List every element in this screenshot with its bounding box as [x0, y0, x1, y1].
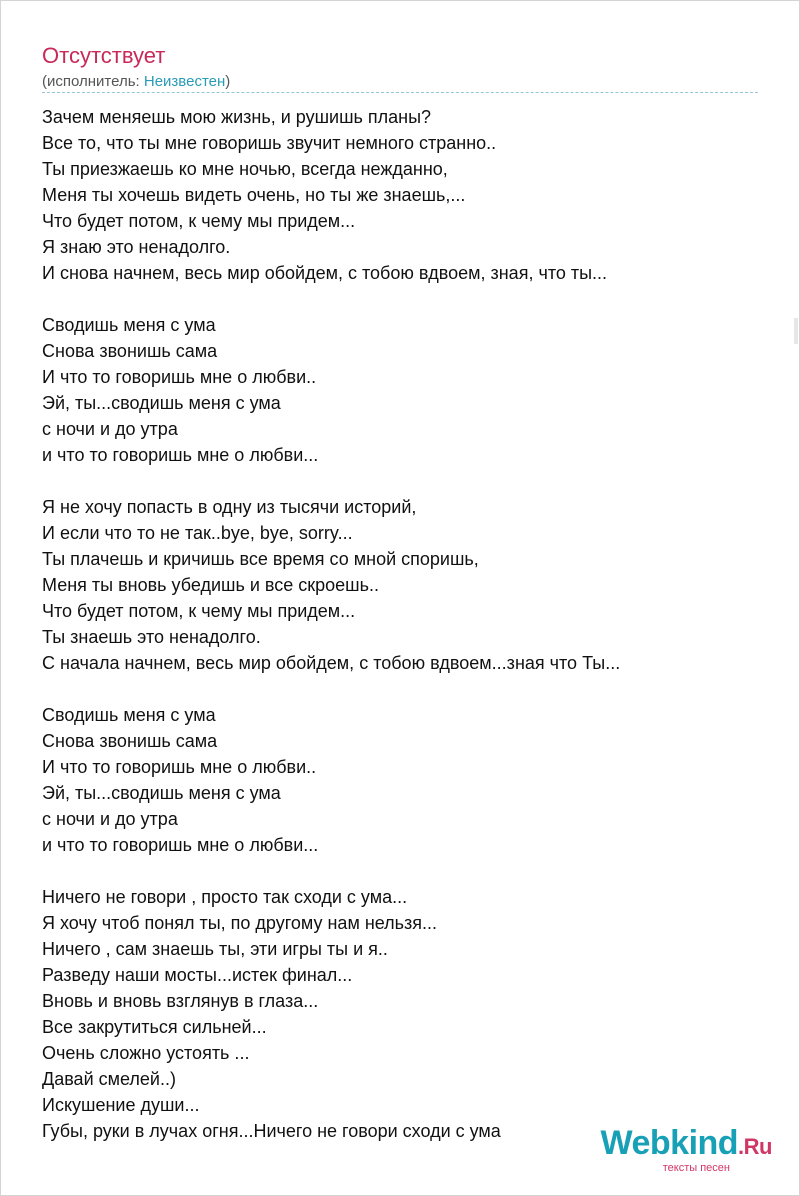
byline-prefix: (исполнитель: [42, 73, 144, 90]
lyric-line: Я знаю это ненадолго. [42, 237, 231, 257]
lyric-line: Зачем меняешь мою жизнь, и рушишь планы? [42, 107, 432, 127]
stanza-break [42, 468, 762, 494]
lyric-line: Что будет потом, к чему мы придем... [42, 211, 356, 231]
lyric-line: Что будет потом, к чему мы придем... [42, 601, 356, 621]
lyric-line: Ничего , сам знаешь ты, эти игры ты и я.. [42, 939, 388, 959]
lyric-line: Меня ты хочешь видеть очень, но ты же знаешь,... [42, 185, 466, 205]
lyric-line: Все закрутиться сильней... [42, 1017, 267, 1037]
lyric-line: и что то говоришь мне о любви... [42, 835, 319, 855]
lyric-line: Сводишь меня с ума [42, 315, 216, 335]
lyric-line: И что то говоришь мне о любви.. [42, 367, 317, 387]
song-title: Отсутствует [42, 43, 166, 68]
lyric-line: Снова звонишь сама [42, 731, 218, 751]
lyric-line: Эй, ты...сводишь меня с ума [42, 393, 281, 413]
lyric-line: Ничего не говори , просто так сходи с ума... [42, 887, 408, 907]
lyric-line: Очень сложно устоять ... [42, 1043, 250, 1063]
lyric-line: Ты приезжаешь ко мне ночью, всегда нежданно, [42, 159, 448, 179]
lyric-line: Сводишь меня с ума [42, 705, 216, 725]
lyric-line: Губы, руки в лучах огня...Ничего не говори сходи с ума [42, 1121, 501, 1141]
stanza-break [42, 286, 762, 312]
lyrics-text [42, 104, 762, 1144]
stanza-break [42, 858, 762, 884]
artist-link[interactable]: Неизвестен [143, 73, 226, 90]
lyric-line: и что то говоришь мне о любви... [42, 445, 319, 465]
lyric-line: И снова начнем, весь мир обойдем, с тобою вдвоем, зная, что ты... [42, 263, 608, 283]
lyric-line: с ночи и до утра [42, 419, 178, 439]
lyric-line: с ночи и до утра [42, 809, 178, 829]
lyric-line: И если что то не так..bye, bye, sorry... [42, 523, 353, 543]
logo-domain: .Ru [738, 1134, 772, 1159]
lyric-line: Ты знаешь это ненадолго. [42, 627, 261, 647]
lyric-line: Эй, ты...сводишь меня с ума [42, 783, 281, 803]
lyric-line: Я не хочу попасть в одну из тысячи историй, [42, 497, 417, 517]
lyric-line: Меня ты вновь убедишь и все скроешь.. [42, 575, 379, 595]
lyric-line: Искушение души... [42, 1095, 200, 1115]
site-logo[interactable] [601, 1126, 773, 1174]
logo-wordmark [601, 1126, 773, 1164]
byline-suffix: ) [225, 73, 231, 90]
stanza-break [42, 676, 762, 702]
title-divider [42, 92, 758, 93]
artist-byline [42, 72, 230, 92]
lyric-line: Снова звонишь сама [42, 341, 218, 361]
lyric-line: И что то говоришь мне о любви.. [42, 757, 317, 777]
logo-tagline: тексты песен [662, 1162, 730, 1174]
lyric-line: Все то, что ты мне говоришь звучит немного странно.. [42, 133, 497, 153]
scrollbar-hint[interactable] [794, 318, 798, 344]
lyric-line: Вновь и вновь взглянув в глаза... [42, 991, 319, 1011]
lyric-line: С начала начнем, весь мир обойдем, с тобою вдвоем...зная что Ты... [42, 653, 621, 673]
logo-name: Webkind [600, 1124, 739, 1162]
lyric-line: Давай смелей..) [42, 1069, 176, 1089]
lyric-line: Ты плачешь и кричишь все время со мной споришь, [42, 549, 479, 569]
lyric-line: Разведу наши мосты...истек финал... [42, 965, 353, 985]
lyric-line: Я хочу чтоб понял ты, по другому нам нельзя... [42, 913, 438, 933]
